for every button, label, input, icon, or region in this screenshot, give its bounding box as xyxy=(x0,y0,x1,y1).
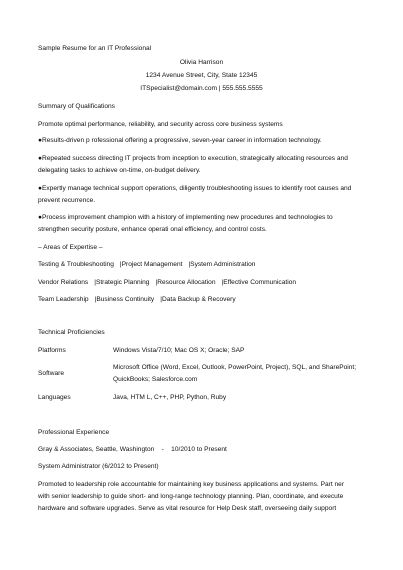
candidate-email-phone: ITSpecialist@domain.com | 555.555.5555 xyxy=(140,85,263,92)
expertise-item: Project Management xyxy=(121,261,183,268)
expertise-item: Testing & Troubleshooting xyxy=(38,261,114,268)
expertise-item: Business Continuity xyxy=(96,296,155,303)
expertise-item: Effective Communication xyxy=(223,279,297,286)
experience-employer: Gray & Associates, Seattle, Washington - 10/2010 to Present xyxy=(38,446,227,453)
expertise-heading: – Areas of Expertise – xyxy=(38,244,103,251)
tech-label-platforms: Platforms xyxy=(38,347,66,354)
expertise-row: Vendor Relations |Strategic Planning |Resource Allocation |Effective Communication xyxy=(38,279,297,286)
summary-bullet: ●Process improvement champion with a history of implementing new procedures and technologies to strengthen security posture, enhance operati onal efficiency, and control costs. xyxy=(38,214,333,233)
tech-value-software: Microsoft Office (Word, Excel, Outlook, PowerPoint, Project), SQL, and SharePoint; QuickBooks; Salesforce.com xyxy=(113,364,357,383)
expertise-row: Testing & Troubleshooting |Project Management |System Administration xyxy=(38,261,256,268)
experience-heading: Professional Experience xyxy=(38,429,110,436)
tech-value-platforms: Windows Vista/7/10; Mac OS X; Oracle; SAP xyxy=(113,347,245,354)
expertise-item: Strategic Planning xyxy=(95,279,150,286)
expertise-item: Team Leadership xyxy=(38,296,89,303)
candidate-name: Olivia Harrison xyxy=(179,59,224,66)
expertise-row: Team Leadership |Business Continuity |Data Backup & Recovery xyxy=(38,296,236,303)
tech-label-languages: Languages xyxy=(38,394,71,401)
expertise-item: System Administration xyxy=(190,261,256,268)
summary-bullet: ●Repeated success directing IT projects from inception to execution, strategically allocating resources and delegating tasks to achieve on-time, on-budget delivery. xyxy=(38,155,348,174)
experience-description: Promoted to leadership role accountable for maintaining key business applications and systems. Part ner with senior leadership to guide short- and long-range technology planning. Plan, coordinate, and execute hardware and software upgrades. Serve as vital resource for Help Desk staff, overseeing daily support xyxy=(38,481,345,512)
tech-label-software: Software xyxy=(38,370,65,377)
summary-bullet: ●Expertly manage technical support operations, diligently troubleshooting issues to identify root causes and prevent recurrence. xyxy=(38,185,352,204)
experience-role: System Administrator (6/2012 to Present) xyxy=(38,463,159,470)
expertise-item: Data Backup & Recovery xyxy=(161,296,236,303)
candidate-address: 1234 Avenue Street, City, State 12345 xyxy=(145,72,258,79)
summary-heading: Summary of Qualifications xyxy=(38,103,115,110)
summary-intro: Promote optimal performance, reliability, and security across core business systems xyxy=(38,121,283,128)
document-title: Sample Resume for an IT Professional xyxy=(38,45,152,52)
technical-heading: Technical Proficiencies xyxy=(38,329,105,336)
summary-bullet: ●Results-driven p rofessional offering a progressive, seven-year career in information technology. xyxy=(38,137,322,144)
tech-value-languages: Java, HTM L, C++, PHP, Python, Ruby xyxy=(113,394,227,401)
expertise-item: Resource Allocation xyxy=(157,279,216,286)
expertise-item: Vendor Relations xyxy=(38,279,89,286)
